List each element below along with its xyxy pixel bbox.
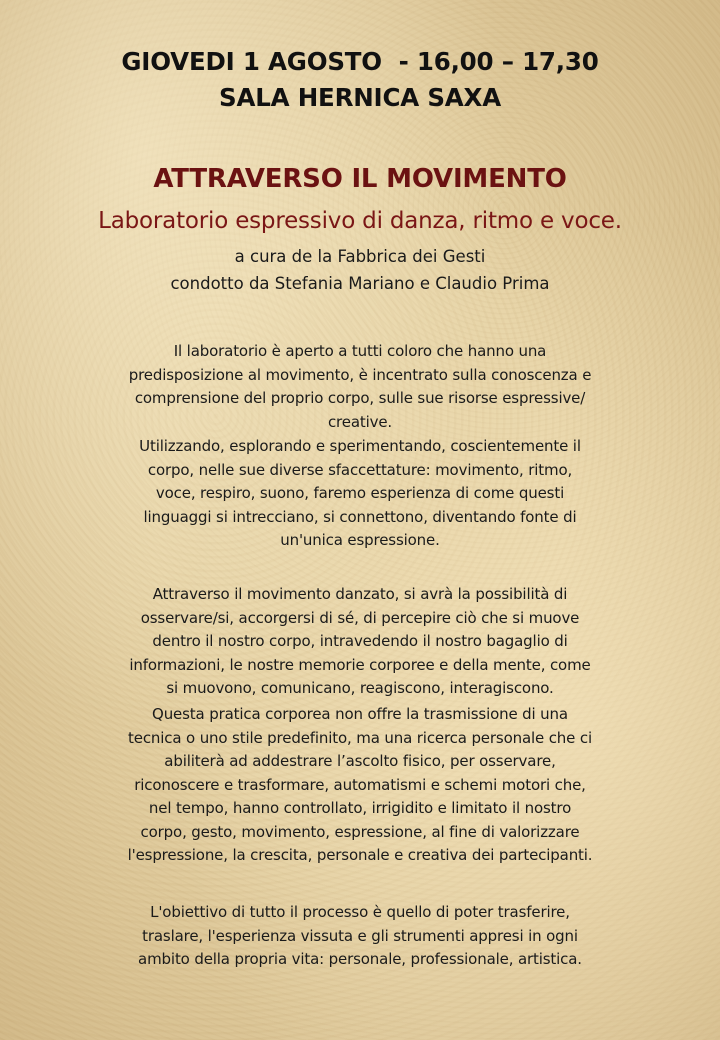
paragraph-movement (80, 583, 640, 701)
paragraph-line: Questa pratica corporea non offre la trasmissione di una (152, 705, 568, 723)
paragraph-line: comprensione del proprio corpo, sulle sue risorse espressive/ (134, 389, 586, 407)
workshop-title: ATTRAVERSO IL MOVIMENTO (153, 164, 567, 194)
paragraph-line: creative. (327, 412, 393, 431)
paragraph-line: predisposizione al movimento, è incentrato sulla conoscenza e (128, 365, 592, 384)
paragraph-objective (80, 901, 640, 972)
paragraph-method (80, 435, 640, 553)
paragraph-intro (80, 340, 640, 434)
paragraph-line: riconoscere e trasformare, automatismi e schemi motori che, (134, 775, 586, 794)
workshop-subtitle: Laboratorio espressivo di danza, ritmo e voce. (98, 208, 622, 234)
event-venue: SALA HERNICA SAXA (219, 83, 501, 112)
paragraph-line: tecnica o uno stile predefinito, ma una ricerca personale che ci (128, 728, 592, 747)
paragraph-line: si muovono, comunicano, reagiscono, interagiscono. (166, 679, 554, 697)
paragraph-line: informazioni, le nostre memorie corporee e della mente, come (129, 655, 591, 674)
paragraph-line: traslare, l'esperienza vissuta e gli strumenti appresi in ogni (142, 926, 578, 945)
paragraph-line: voce, respiro, suono, faremo esperienza di come questi (155, 484, 565, 502)
paragraph-line: corpo, nelle sue diverse sfaccettature: movimento, ritmo, (147, 460, 573, 479)
paragraph-line: Attraverso il movimento danzato, si avrà la possibilità di (152, 585, 568, 603)
paragraph-line: abiliterà ad addestrare l’ascolto fisico, per osservare, (164, 752, 556, 770)
paragraph-line: Il laboratorio è aperto a tutti coloro che hanno una (173, 342, 547, 360)
event-date-time: GIOVEDI 1 AGOSTO - 16,00 – 17,30 (121, 47, 599, 76)
paragraph-line: osservare/si, accorgersi di sé, di percepire ciò che si muove (140, 608, 580, 627)
paragraph-line: ambito della propria vita: personale, professionale, artistica. (138, 950, 582, 968)
paragraph-practice (80, 703, 640, 868)
paragraph-line: l'espressione, la crescita, personale e creativa dei partecipanti. (127, 846, 593, 864)
organizer-line: a cura de la Fabbrica dei Gesti (234, 247, 486, 266)
paragraph-line: dentro il nostro corpo, intravedendo il nostro bagaglio di (152, 632, 568, 650)
event-header (0, 44, 720, 116)
paragraph-line: linguaggi si intrecciano, si connettono, diventando fonte di (143, 507, 577, 526)
paragraph-line: corpo, gesto, movimento, espressione, al fine di valorizzare (140, 822, 580, 841)
paragraph-line: Utilizzando, esplorando e sperimentando, coscientemente il (139, 437, 581, 455)
paragraph-line: nel tempo, hanno controllato, irrigidito e limitato il nostro (148, 799, 572, 817)
workshop-credits (0, 243, 720, 297)
paragraph-line: un'unica espressione. (280, 531, 440, 549)
conductors-line: condotto da Stefania Mariano e Claudio Prima (170, 274, 550, 293)
paragraph-line: L'obiettivo di tutto il processo è quello di poter trasferire, (150, 903, 570, 921)
